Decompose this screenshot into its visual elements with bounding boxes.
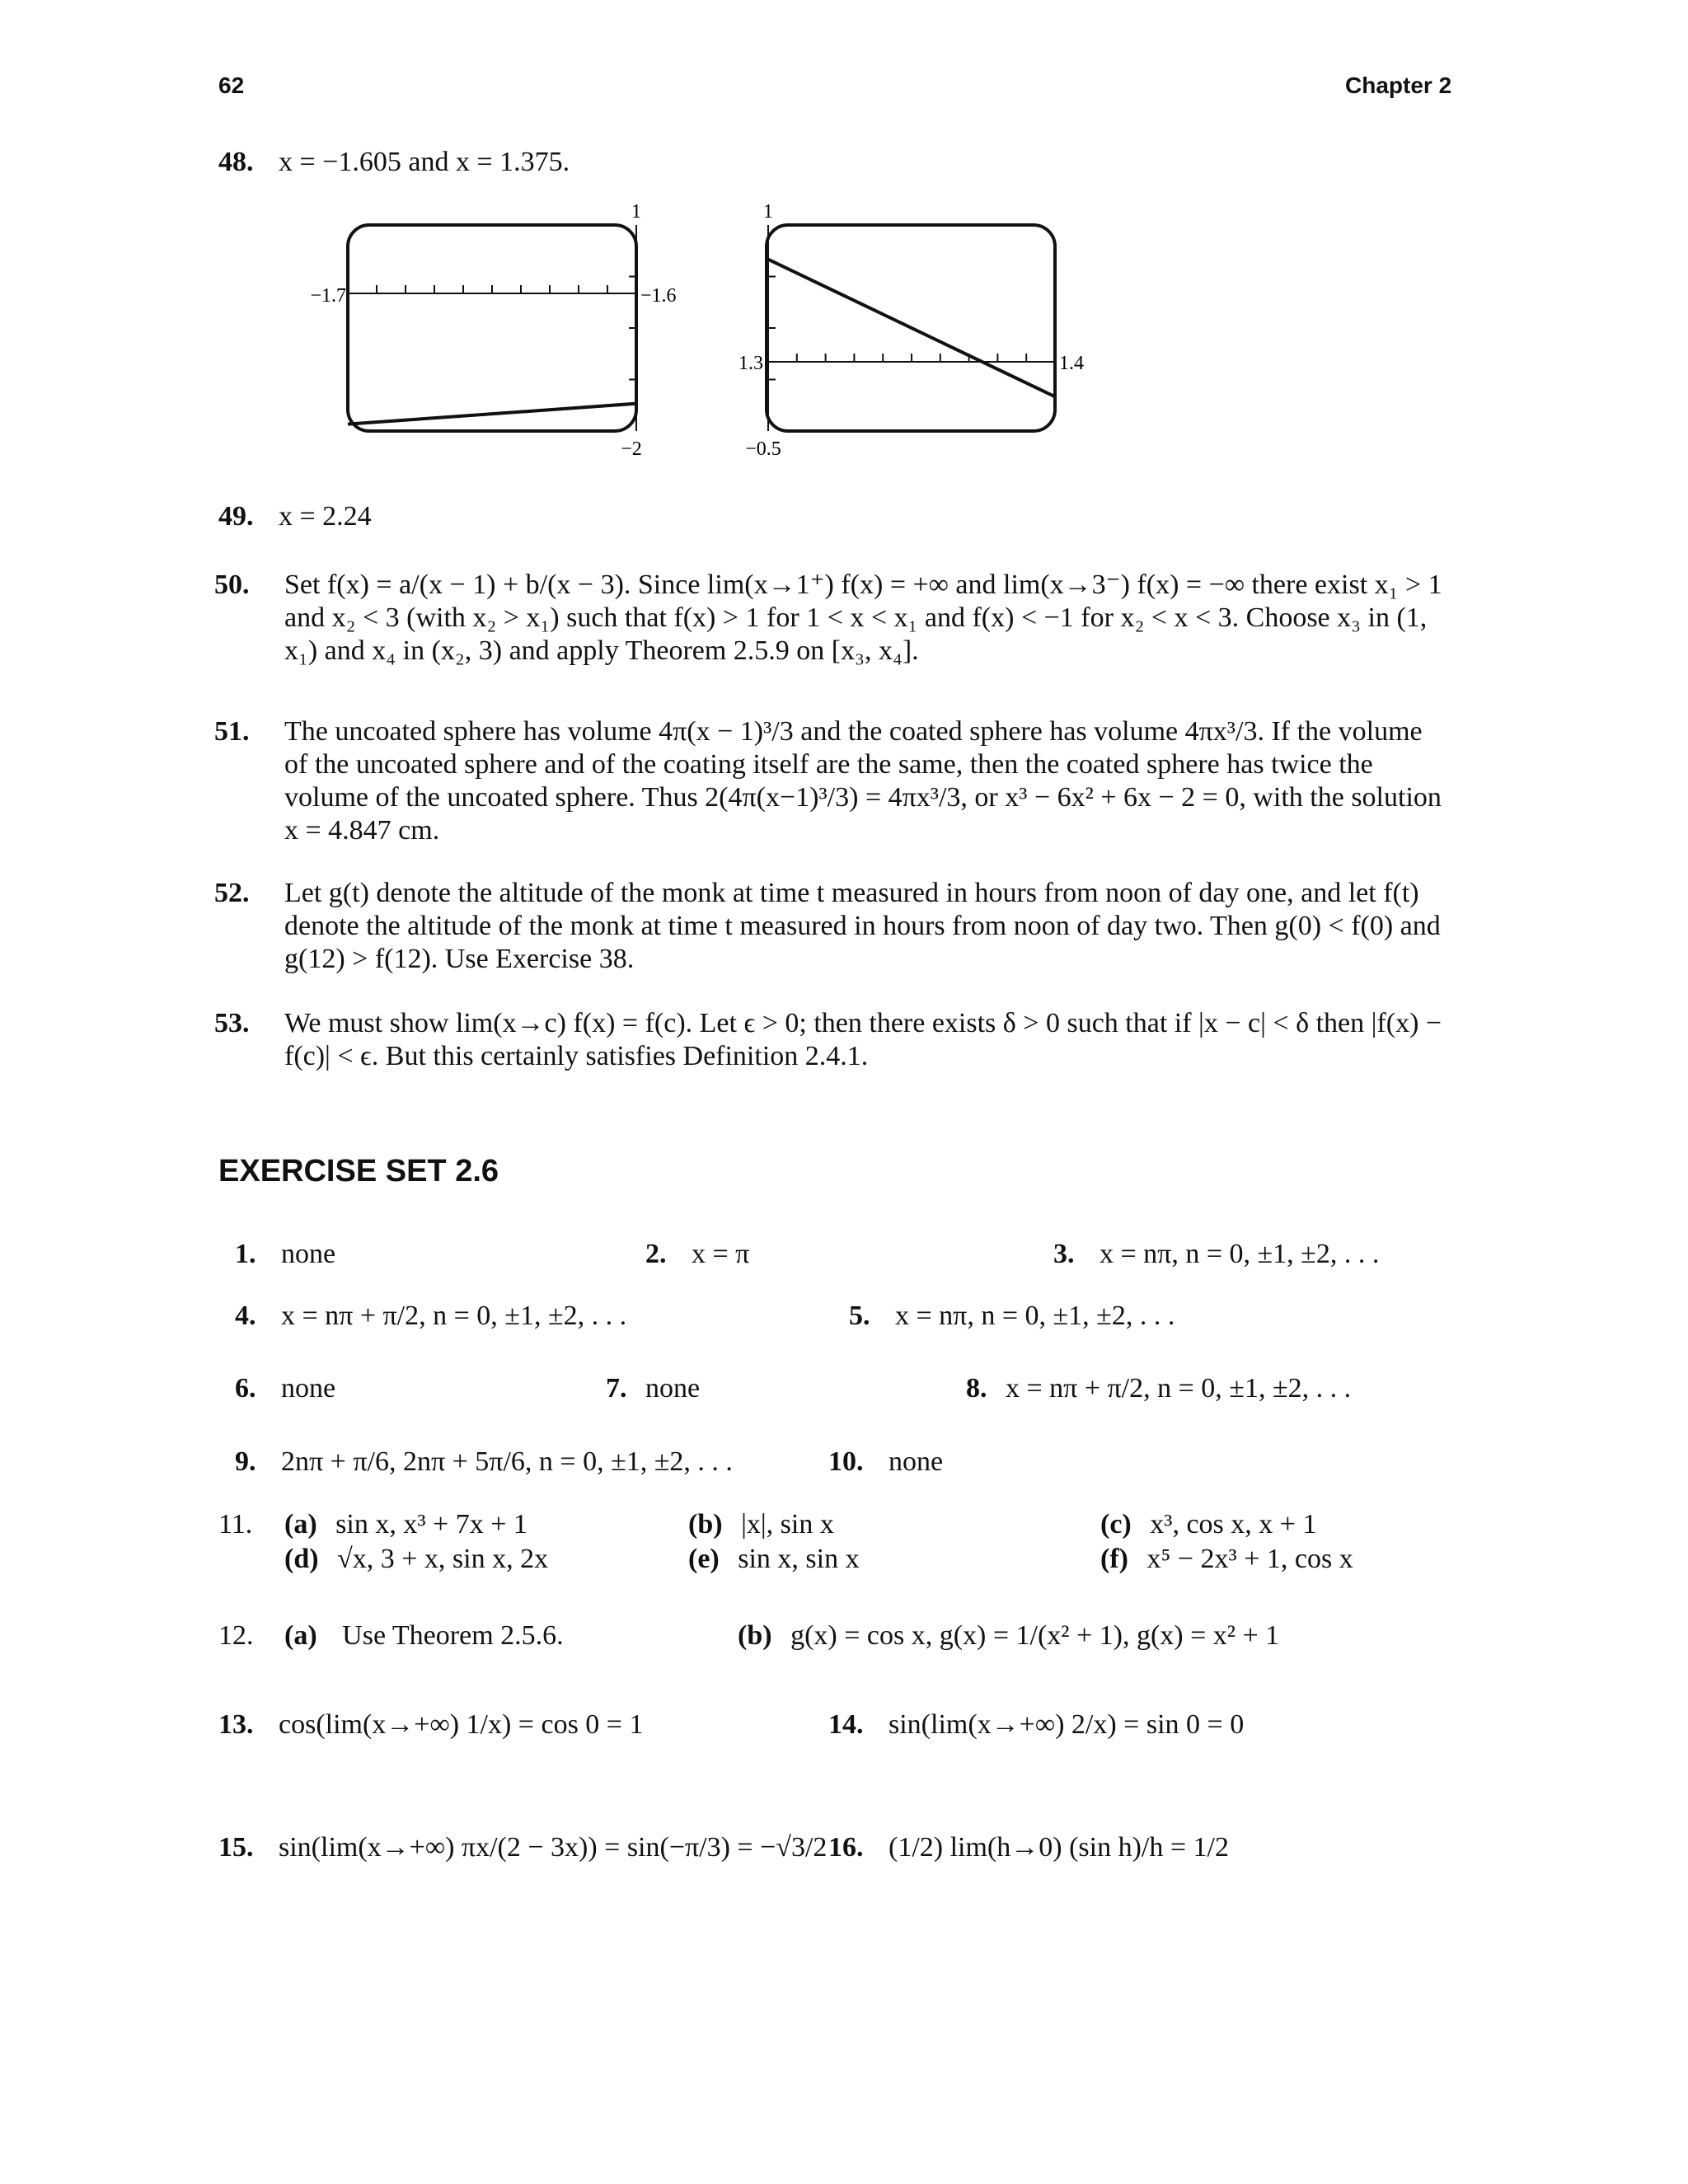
problem-52 [214, 877, 1451, 976]
problem-50 [214, 569, 1451, 668]
answer-2 [645, 1238, 749, 1271]
x-axis-ticks [797, 354, 1026, 362]
answer-number: 6. [235, 1373, 256, 1404]
answer-number: 2. [645, 1239, 667, 1269]
part-text: sin x, sin x [738, 1544, 860, 1574]
answer-text: x = nπ, n = 0, ±1, ±2, . . . [895, 1301, 1175, 1331]
answer-number: 10. [828, 1446, 864, 1477]
problem-53 [214, 1007, 1451, 1073]
answer-text: x = nπ + π/2, n = 0, ±1, ±2, . . . [281, 1301, 627, 1331]
answer-13 [218, 1708, 643, 1741]
answer-11f [1100, 1543, 1353, 1576]
part-label: (e) [688, 1544, 720, 1574]
problem-text: x = 2.24 [279, 501, 372, 532]
y-tick-label-bottom: −0.5 [745, 438, 781, 460]
answer-text: none [645, 1373, 701, 1404]
answer-number: 1. [235, 1239, 256, 1269]
graph-48-right [725, 198, 1121, 470]
answer-number: 9. [235, 1446, 256, 1477]
answer-15 [218, 1831, 827, 1864]
answer-text: x = nπ + π/2, n = 0, ±1, ±2, . . . [1006, 1373, 1352, 1404]
answer-10 [828, 1446, 943, 1479]
part-label: (c) [1100, 1509, 1132, 1540]
part-text: g(x) = cos x, g(x) = 1/(x² + 1), g(x) = x² + 1 [790, 1620, 1280, 1651]
problem-number: 49. [218, 501, 254, 532]
x-tick-label-right: 1.4 [1059, 353, 1084, 374]
answer-text: none [281, 1373, 336, 1404]
problem-number: 51. [214, 716, 250, 747]
answer-text: none [281, 1239, 336, 1269]
answer-7 [606, 1372, 700, 1405]
answer-text: sin(lim(x→+∞) 2/x) = sin 0 = 0 [889, 1709, 1245, 1740]
answer-6 [235, 1372, 335, 1405]
answer-number: 13. [218, 1709, 254, 1740]
x-tick-label-right: −1.6 [640, 285, 677, 307]
answer-number: 7. [606, 1373, 627, 1404]
part-label: (b) [738, 1620, 772, 1651]
x-axis-ticks [377, 285, 607, 293]
answer-14 [828, 1708, 1244, 1741]
section-title: EXERCISE SET 2.6 [218, 1154, 499, 1188]
problem-text: Let g(t) denote the altitude of the monk at time t measured in hours from noon of day one, and let f(t) denote the altitude of the monk at time t measured in hours from noon of day two. Then g(0) < f(0) and g(12) > f(12). Use Exercise 38. [284, 878, 1441, 974]
part-label: (a) [284, 1620, 317, 1651]
part-label: (d) [284, 1544, 319, 1574]
answer-number: 15. [218, 1832, 254, 1863]
answer-number: 5. [849, 1301, 870, 1331]
graph-frame [348, 225, 636, 431]
answer-text: none [889, 1446, 944, 1477]
answer-1 [235, 1238, 335, 1271]
answer-11a [284, 1508, 528, 1541]
problem-48 [218, 146, 570, 179]
answer-number: 8. [966, 1373, 987, 1404]
answer-12b [738, 1619, 1279, 1652]
answer-number: 16. [828, 1832, 864, 1863]
problem-number: 52. [214, 878, 250, 908]
part-text: x³, cos x, x + 1 [1150, 1509, 1317, 1540]
part-label: (b) [688, 1509, 723, 1540]
function-curve [768, 260, 1055, 397]
answer-8 [966, 1372, 1351, 1405]
answer-3 [1053, 1238, 1379, 1271]
answer-text: (1/2) lim(h→0) (sin h)/h = 1/2 [889, 1832, 1229, 1863]
x-tick-label-left: −1.7 [310, 285, 346, 307]
answer-text: sin(lim(x→+∞) πx/(2 − 3x)) = sin(−π/3) = −√3/2 [279, 1832, 828, 1863]
problem-text: The uncoated sphere has volume 4π(x − 1)³/3 and the coated sphere has volume 4πx³/3. If the volume of the uncoated sphere and of the coating itself are the same, then the coated sphere has twice the volume of the uncoated sphere. Thus 2(4π(x−1)³/3) = 4πx³/3, or x³ − 6x² + 6x − 2 = 0, with the solution x = 4.847 cm. [284, 716, 1442, 846]
chapter-label: Chapter 2 [1345, 73, 1452, 98]
answer-11c [1100, 1508, 1316, 1541]
answer-number: 14. [828, 1709, 864, 1740]
answer-number: 3. [1053, 1239, 1075, 1269]
y-tick-label-top: 1 [763, 201, 773, 223]
answer-12-number: 12. [218, 1620, 254, 1651]
part-label: (a) [284, 1509, 317, 1540]
problem-51 [214, 715, 1451, 847]
part-label: (f) [1100, 1544, 1128, 1574]
problem-number: 48. [218, 147, 254, 177]
answer-text: x = nπ, n = 0, ±1, ±2, . . . [1100, 1239, 1380, 1269]
part-text: |x|, sin x [741, 1509, 834, 1540]
answer-11d [284, 1543, 548, 1576]
answer-number: 4. [235, 1301, 256, 1331]
answer-5 [849, 1300, 1175, 1333]
graph-48-left [288, 198, 684, 470]
answer-text: x = π [692, 1239, 750, 1269]
answer-text: 2nπ + π/6, 2nπ + 5π/6, n = 0, ±1, ±2, . . . [281, 1446, 733, 1477]
y-axis-ticks [768, 277, 776, 380]
x-tick-label-left: 1.3 [738, 353, 763, 374]
problem-text: Set f(x) = a/(x − 1) + b/(x − 3). Since lim(x→1⁺) f(x) = +∞ and lim(x→3⁻) f(x) = −∞ there exist x₁ > 1 and x₂ < 3 (with x₂ > x₁) such that f(x) > 1 for 1 < x < x₁ and f(x) < −1 for x₂ < x < 3. Choose x₃ in (1, x₁) and x₄ in (x₂, 3) and apply Theorem 2.5.9 on [x₃, x₄]. [284, 569, 1442, 666]
problem-text: We must show lim(x→c) f(x) = f(c). Let ϵ > 0; then there exists δ > 0 such that if |x − c| < δ then |f(x) − f(c)| < ϵ. But this certainly satisfies Definition 2.4.1. [284, 1008, 1442, 1071]
answer-11e [688, 1543, 860, 1576]
part-text: √x, 3 + x, sin x, 2x [337, 1544, 549, 1574]
problem-number: 53. [214, 1008, 250, 1038]
function-curve [348, 404, 636, 424]
answer-9 [235, 1446, 733, 1479]
part-text: x⁵ − 2x³ + 1, cos x [1146, 1544, 1353, 1574]
problem-49 [218, 500, 372, 533]
answer-11-number: 11. [218, 1509, 253, 1540]
answer-11b [688, 1508, 834, 1541]
answer-text: cos(lim(x→+∞) 1/x) = cos 0 = 1 [279, 1709, 644, 1740]
y-tick-label-bottom: −2 [621, 438, 642, 460]
answer-12a [284, 1619, 564, 1652]
part-text: sin x, x³ + 7x + 1 [335, 1509, 528, 1540]
y-tick-label-top: 1 [631, 201, 641, 223]
page-number: 62 [218, 73, 245, 98]
problem-text: x = −1.605 and x = 1.375. [279, 147, 570, 177]
part-text: Use Theorem 2.5.6. [342, 1620, 564, 1651]
problem-number: 50. [214, 569, 250, 600]
answer-16 [828, 1831, 1229, 1864]
answer-4 [235, 1300, 626, 1333]
